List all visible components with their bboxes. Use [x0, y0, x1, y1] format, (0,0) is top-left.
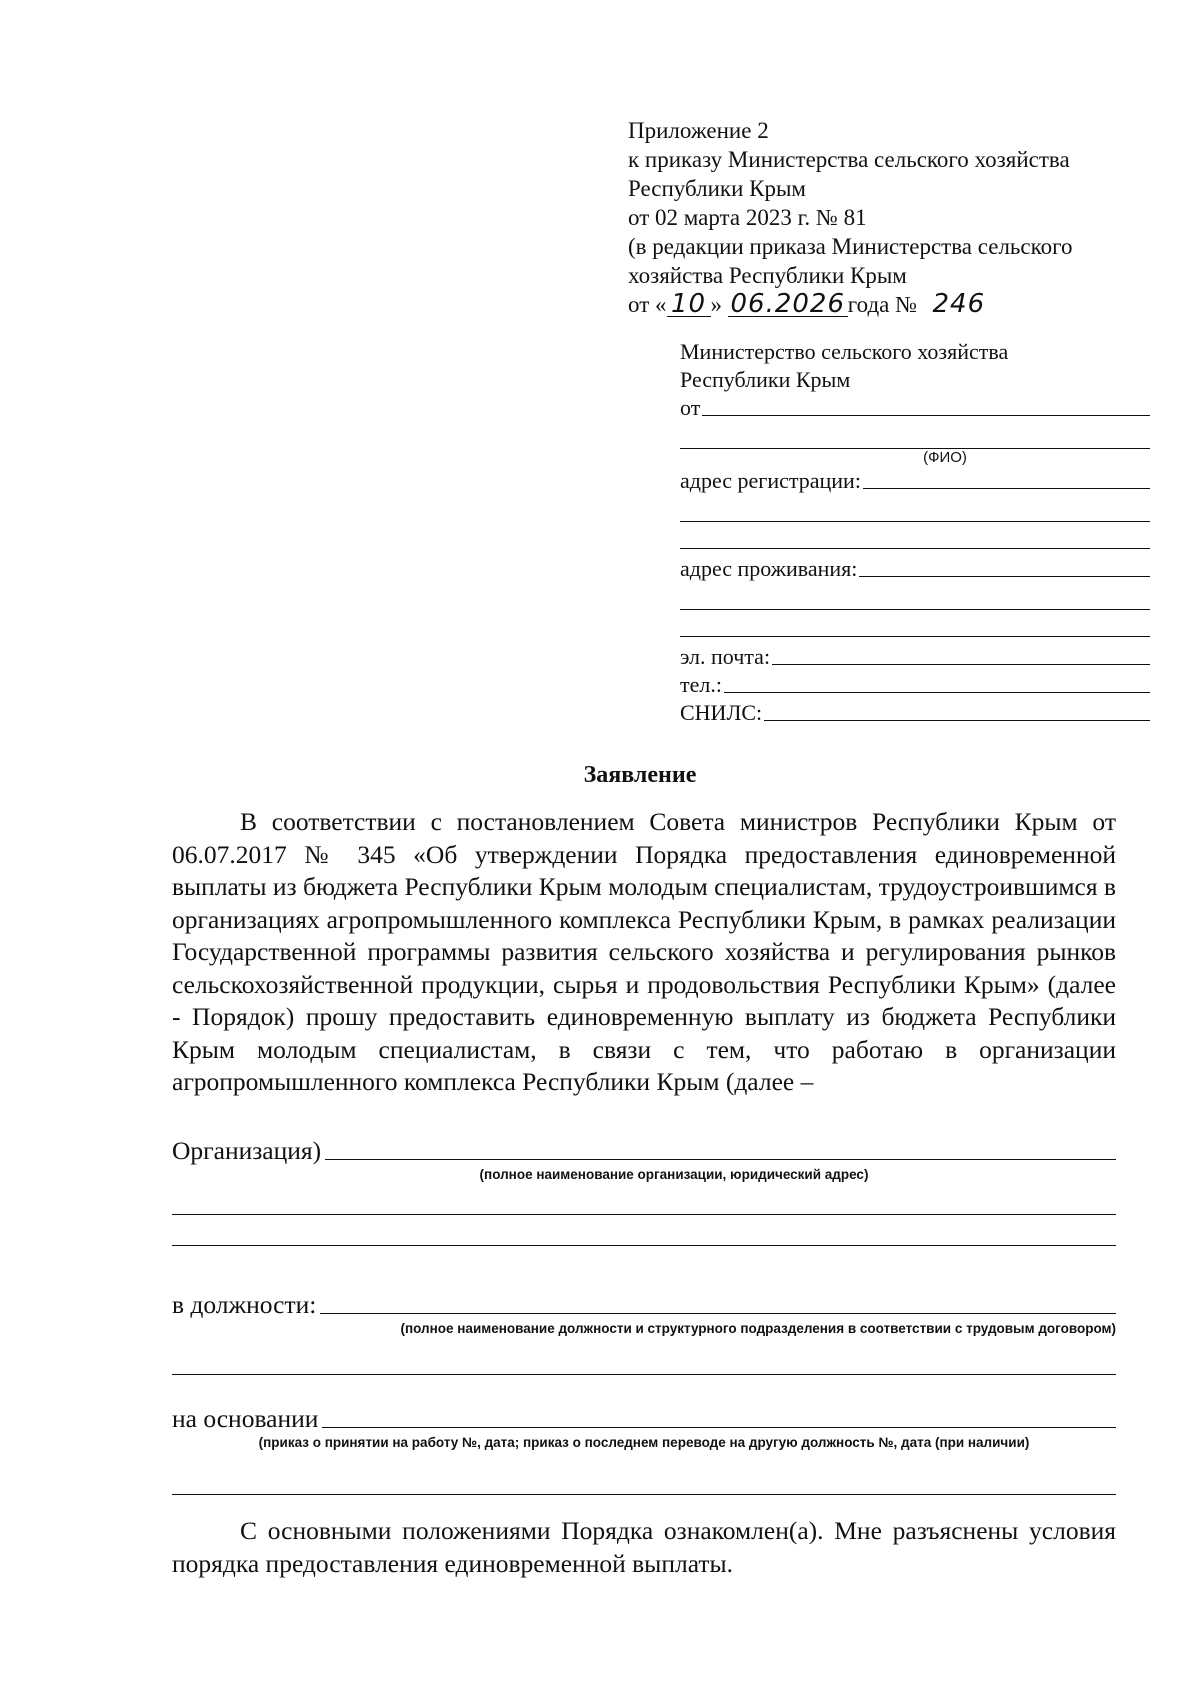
- reg-address-line[interactable]: [680, 522, 1150, 549]
- live-address-field[interactable]: адрес проживания:: [680, 555, 1150, 583]
- organization-field[interactable]: Организация): [172, 1134, 1116, 1166]
- handwritten-order-number: 246: [932, 289, 986, 319]
- from-field-continuation[interactable]: [680, 422, 1150, 449]
- organization-hint: (полное наименование организации, юридический адрес): [479, 1167, 869, 1182]
- position-block: [172, 1288, 1116, 1375]
- body-paragraph: В соответствии с постановлением Совета министров Республики Крым от 06.07.2017 № 345 «Об утверждении Порядка предоставления единовременной выплаты из бюджета Республики Крым молодым специалистам, трудоустроившимся в организациях агропромышленного комплекса Республики Крым, в рамках реализации Государственной программы развития сельского хозяйства и регулирования рынков сельскохозяйственной продукции, сырья и продовольствия Республики Крым» (далее - Порядок) прошу предоставить единовременную выплату из бюджета Республики Крым молодым специалистам, в связи с тем, что работаю в организации агропромышленного комплекса Республики Крым (далее –: [172, 807, 1116, 1096]
- document-title: Заявление: [583, 762, 697, 788]
- handwritten-day: 10: [667, 292, 711, 317]
- appendix-line: от 02 марта 2023 г. № 81: [628, 205, 867, 230]
- live-address-line[interactable]: [680, 610, 1150, 637]
- phone-field[interactable]: тел.:: [680, 671, 1150, 699]
- email-field[interactable]: эл. почта:: [680, 643, 1150, 671]
- addressee-line: Республики Крым: [680, 367, 851, 392]
- fio-hint: (ФИО): [923, 449, 967, 466]
- appendix-header: [628, 116, 1148, 319]
- position-line[interactable]: [172, 1338, 1116, 1375]
- appendix-line: Приложение 2: [628, 118, 769, 143]
- appendix-line: хозяйства Республики Крым: [628, 263, 907, 288]
- reg-address-line[interactable]: [680, 495, 1150, 522]
- position-field[interactable]: в должности:: [172, 1288, 1116, 1320]
- from-field[interactable]: от: [680, 394, 1150, 422]
- basis-field[interactable]: на основании: [172, 1402, 1116, 1434]
- basis-line[interactable]: [172, 1452, 1116, 1495]
- position-hint: (полное наименование должности и структурного подразделения в соответствии с трудовым договором): [400, 1321, 1116, 1336]
- addressee-block: [680, 338, 1150, 727]
- organization-block: [172, 1134, 1116, 1246]
- handwritten-date: 06.2026: [728, 292, 848, 317]
- basis-hint: (приказ о принятии на работу №, дата; приказ о последнем переводе на другую должность №, дата (при наличии): [258, 1435, 1030, 1450]
- live-address-line[interactable]: [680, 583, 1150, 610]
- snils-field[interactable]: СНИЛС:: [680, 699, 1150, 727]
- appendix-line: (в редакции приказа Министерства сельского: [628, 234, 1073, 259]
- appendix-line: к приказу Министерства сельского хозяйства: [628, 147, 1070, 172]
- basis-block: [172, 1402, 1116, 1495]
- organization-line[interactable]: [172, 1215, 1116, 1246]
- application-body: [172, 806, 1116, 1099]
- organization-line[interactable]: [172, 1184, 1116, 1215]
- addressee-line: Министерство сельского хозяйства: [680, 339, 1009, 364]
- closing-paragraph: С основными положениями Порядка ознакомлен(а). Мне разъяснены условия порядка предоставления единовременной выплаты.: [172, 1516, 1116, 1578]
- appendix-line: Республики Крым: [628, 176, 806, 201]
- closing-statement: [172, 1514, 1116, 1580]
- amendment-line: от « 10 » 06.2026 года № 246: [628, 290, 1148, 319]
- reg-address-field[interactable]: адрес регистрации:: [680, 467, 1150, 495]
